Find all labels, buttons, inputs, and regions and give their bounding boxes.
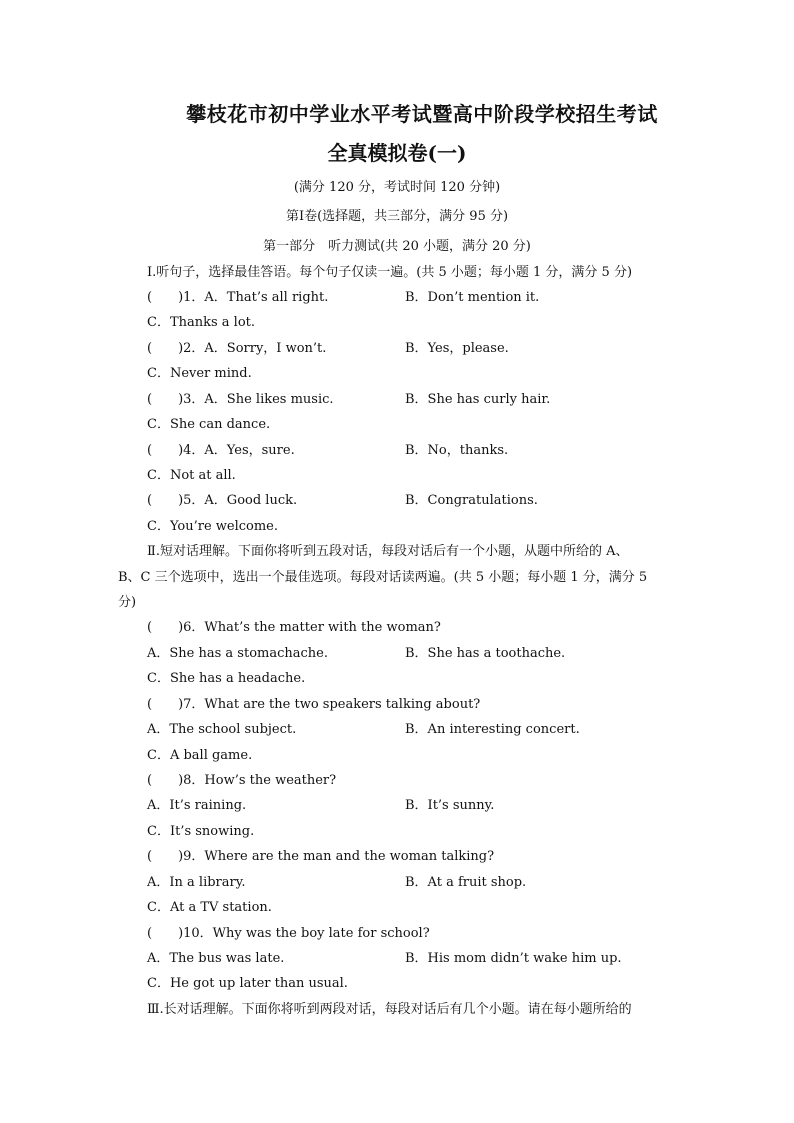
question-6-option-a: A．She has a stomachache. [147, 646, 328, 661]
question-3: ( )3．A．She likes music. [147, 392, 334, 407]
question-6-option-c: C．She has a headache. [147, 671, 306, 686]
section2-instruction-line3: 分) [118, 595, 137, 610]
question-5-option-c: C．You’re welcome. [147, 519, 279, 534]
question-7: ( )7．What are the two speakers talking about? [147, 697, 481, 712]
question-4-option-b: B．No，thanks. [405, 443, 509, 458]
volume-heading: 第Ⅰ卷(选择题，共三部分，满分 95 分) [285, 209, 509, 224]
question-10-option-b: B．His mom didn’t wake him up. [405, 951, 622, 966]
question-5-option-b: B．Congratulations. [405, 493, 538, 508]
section3-instruction: Ⅲ.长对话理解。下面你将听到两段对话，每段对话后有几个小题。请在每小题所给的 [147, 1002, 632, 1017]
question-8: ( )8．How’s the weather? [147, 773, 337, 788]
question-9-option-b: B．At a fruit shop. [405, 875, 527, 890]
section2-instruction-line2: B、C 三个选项中，选出一个最佳选项。每段对话读两遍。(共 5 小题；每小题 1 分，满分 5 [118, 570, 648, 585]
question-9: ( )9．Where are the man and the woman talking? [147, 849, 495, 864]
question-5: ( )5．A．Good luck. [147, 493, 298, 508]
exam-title-line2: 全真模拟卷(一) [327, 141, 467, 165]
question-3-option-c: C．She can dance. [147, 417, 271, 432]
question-1-option-b: B．Don’t mention it. [405, 290, 540, 305]
exam-title-line1: 攀枝花市初中学业水平考试暨高中阶段学校招生考试 [186, 102, 658, 126]
question-7-option-c: C．A ball game. [147, 748, 253, 763]
question-6-option-b: B．She has a toothache. [405, 646, 566, 661]
question-9-option-c: C．At a TV station. [147, 900, 272, 915]
question-7-option-a: A．The school subject. [147, 722, 297, 737]
question-9-option-a: A．In a library. [147, 875, 246, 890]
question-10: ( )10．Why was the boy late for school? [147, 926, 430, 941]
question-2: ( )2．A．Sorry，I won’t. [147, 341, 327, 356]
question-8-option-a: A．It’s raining. [147, 798, 247, 813]
question-6: ( )6．What’s the matter with the woman? [147, 620, 441, 635]
question-3-option-b: B．She has curly hair. [405, 392, 551, 407]
question-1: ( )1．A．That’s all right. [147, 290, 329, 305]
question-10-option-c: C．He got up later than usual. [147, 976, 348, 991]
question-4: ( )4．A．Yes，sure. [147, 443, 295, 458]
question-8-option-c: C．It’s snowing. [147, 824, 255, 839]
question-7-option-b: B．An interesting concert. [405, 722, 580, 737]
question-1-option-c: C．Thanks a lot. [147, 315, 256, 330]
part-heading: 第一部分 听力测试(共 20 小题，满分 20 分) [263, 239, 531, 254]
exam-subtitle: (满分 120 分，考试时间 120 分钟) [293, 180, 501, 195]
question-8-option-b: B．It’s sunny. [405, 798, 495, 813]
question-4-option-c: C．Not at all. [147, 468, 236, 483]
question-2-option-c: C．Never mind. [147, 366, 252, 381]
question-2-option-b: B．Yes，please. [405, 341, 509, 356]
section1-instruction: Ⅰ.听句子，选择最佳答语。每个句子仅读一遍。(共 5 小题；每小题 1 分，满分 5 分) [147, 265, 633, 280]
section2-instruction-line1: Ⅱ.短对话理解。下面你将听到五段对话，每段对话后有一个小题，从题中所给的 A、 [147, 544, 629, 559]
question-10-option-a: A．The bus was late. [147, 951, 285, 966]
